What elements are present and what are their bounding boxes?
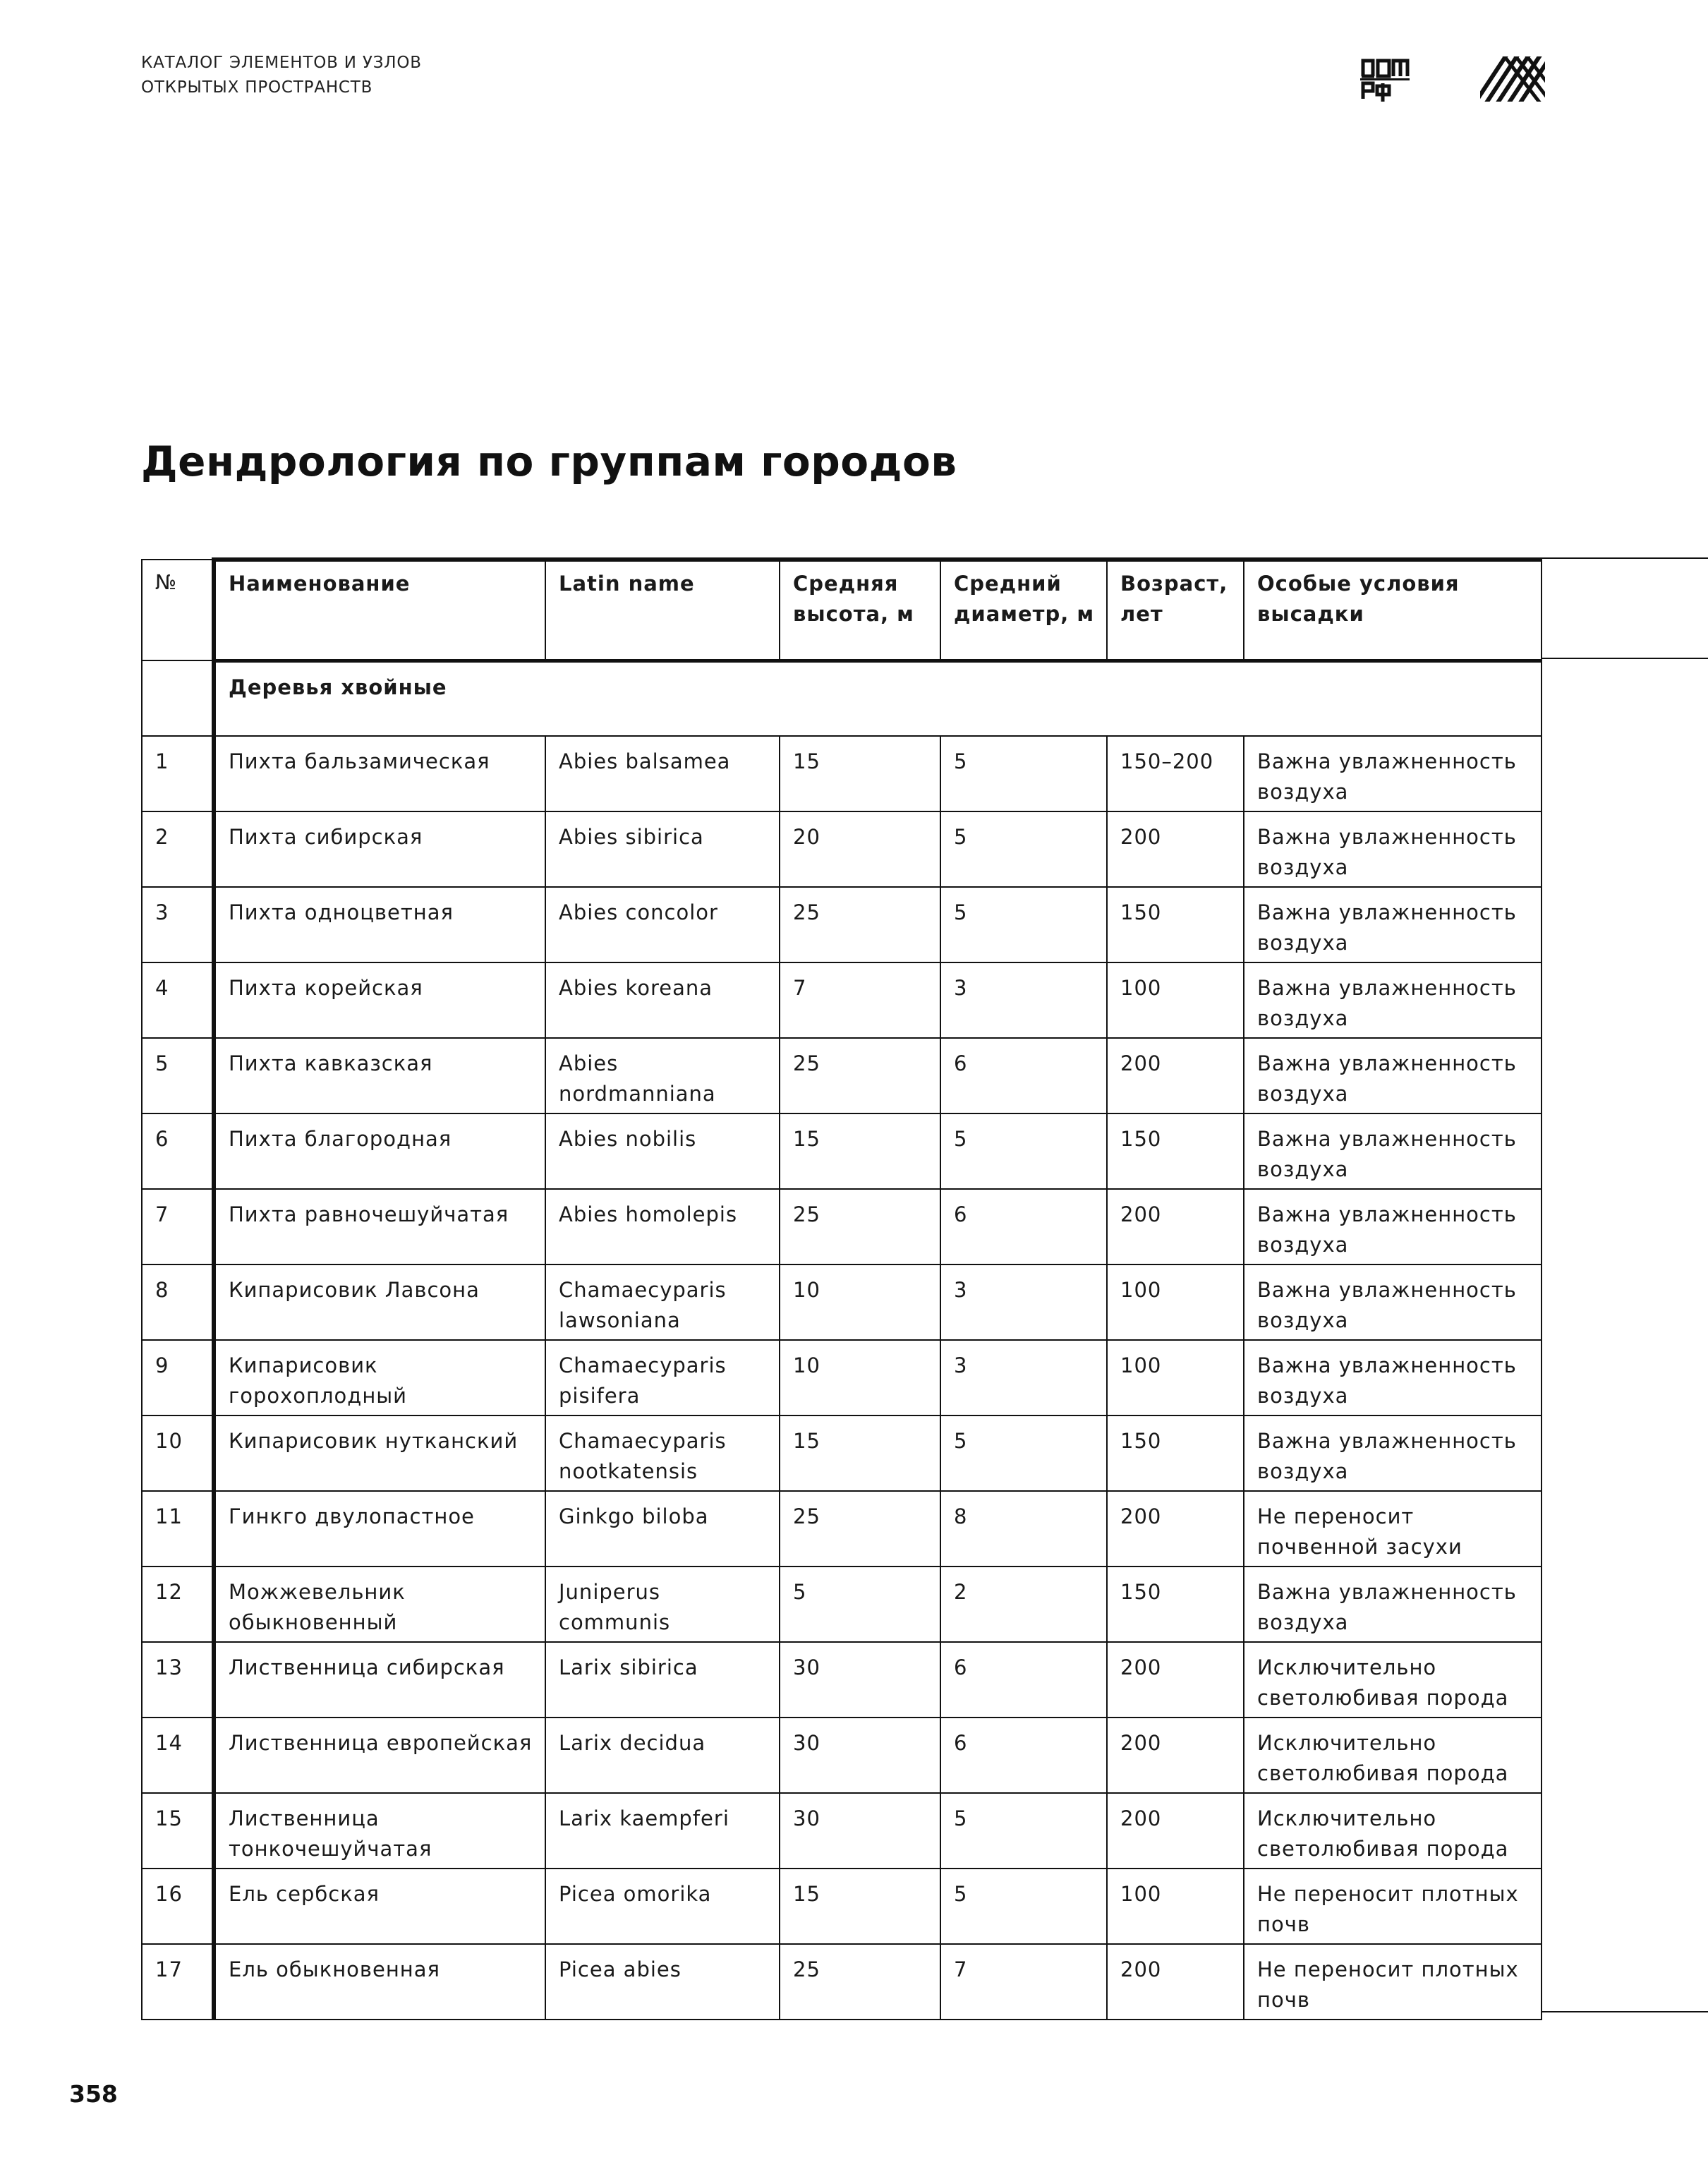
- cell-height: 25: [780, 887, 940, 962]
- cell-number: 13: [142, 1642, 214, 1718]
- cell-diameter: 5: [940, 887, 1107, 962]
- table-row: [142, 1793, 1542, 1869]
- table-row: [142, 887, 1542, 962]
- cell-conditions: Не переносит плотных почв: [1244, 1869, 1542, 1944]
- cell-latin-name: Abies koreana: [545, 962, 780, 1038]
- cell-diameter: 3: [940, 962, 1107, 1038]
- cell-conditions: Важна увлажненность воздуха: [1244, 962, 1542, 1038]
- running-head-line-2: ОТКРЫТЫХ ПРОСТРАНСТВ: [141, 78, 373, 97]
- cell-latin-name: Picea omorika: [545, 1869, 780, 1944]
- table-row: [142, 1113, 1542, 1189]
- cell-height: 7: [780, 962, 940, 1038]
- header-average-diameter: Средний диаметр, м: [940, 560, 1107, 660]
- table-extension-line: [1542, 2011, 1708, 2012]
- cell-number: 14: [142, 1718, 214, 1793]
- cell-conditions: Исключительно светолюбивая порода: [1244, 1793, 1542, 1869]
- cell-number: 4: [142, 962, 214, 1038]
- cell-height: 20: [780, 811, 940, 887]
- header-number: №: [142, 560, 214, 660]
- cell-age: 200: [1107, 1642, 1244, 1718]
- cell-number: 7: [142, 1189, 214, 1264]
- table-row: [142, 1038, 1542, 1113]
- cell-name: Пихта благородная: [214, 1113, 545, 1189]
- cell-conditions: Важна увлажненность воздуха: [1244, 887, 1542, 962]
- cell-age: 150: [1107, 1567, 1244, 1642]
- table-row: [142, 1491, 1542, 1567]
- cell-name: Лиственница сибирская: [214, 1642, 545, 1718]
- cell-diameter: 7: [940, 1944, 1107, 2020]
- cell-name: Кипарисовик нутканский: [214, 1416, 545, 1491]
- cell-latin-name: Abies nobilis: [545, 1113, 780, 1189]
- table-row: [142, 1189, 1542, 1264]
- page-title: Дендрология по группам городов: [141, 437, 957, 485]
- cell-age: 200: [1107, 1189, 1244, 1264]
- cell-name: Гинкго двулопастное: [214, 1491, 545, 1567]
- cell-diameter: 6: [940, 1038, 1107, 1113]
- cell-age: 150: [1107, 1416, 1244, 1491]
- cell-conditions: Важна увлажненность воздуха: [1244, 1567, 1542, 1642]
- cell-latin-name: Abies concolor: [545, 887, 780, 962]
- cell-latin-name: Abies homolepis: [545, 1189, 780, 1264]
- cell-latin-name: Larix kaempferi: [545, 1793, 780, 1869]
- cell-latin-name: Chamaecyparis nootkatensis: [545, 1416, 780, 1491]
- cell-age: 150: [1107, 887, 1244, 962]
- cell-latin-name: Chamaecyparis lawsoniana: [545, 1264, 780, 1340]
- cell-latin-name: Picea abies: [545, 1944, 780, 2020]
- cell-number: 17: [142, 1944, 214, 2020]
- group-label: Деревья хвойные: [214, 660, 1542, 736]
- cell-latin-name: Larix sibirica: [545, 1642, 780, 1718]
- cell-height: 30: [780, 1718, 940, 1793]
- cell-latin-name: Larix decidua: [545, 1718, 780, 1793]
- table-row: [142, 1416, 1542, 1491]
- cell-name: Кипарисовик горохоплодный: [214, 1340, 545, 1416]
- table-row: [142, 1264, 1542, 1340]
- dom-rf-logo-icon: [1360, 55, 1410, 104]
- cell-number: 11: [142, 1491, 214, 1567]
- cell-age: 100: [1107, 962, 1244, 1038]
- header-age: Возраст, лет: [1107, 560, 1244, 660]
- group-row: [142, 660, 1542, 736]
- cell-number: 16: [142, 1869, 214, 1944]
- table-row: [142, 1718, 1542, 1793]
- page-number: 358: [69, 2080, 118, 2108]
- cell-age: 100: [1107, 1869, 1244, 1944]
- cell-conditions: Важна увлажненность воздуха: [1244, 811, 1542, 887]
- table-row: [142, 1567, 1542, 1642]
- cell-diameter: 5: [940, 811, 1107, 887]
- cell-conditions: Важна увлажненность воздуха: [1244, 1416, 1542, 1491]
- table-row: [142, 962, 1542, 1038]
- cell-diameter: 3: [940, 1340, 1107, 1416]
- table-row: [142, 1340, 1542, 1416]
- cell-number: 6: [142, 1113, 214, 1189]
- cell-number: 15: [142, 1793, 214, 1869]
- table-row: [142, 811, 1542, 887]
- header-name: Наименование: [214, 560, 545, 660]
- cell-conditions: Важна увлажненность воздуха: [1244, 1264, 1542, 1340]
- dendrology-table: [141, 557, 1542, 2020]
- header-latin-name: Latin name: [545, 560, 780, 660]
- cell-conditions: Важна увлажненность воздуха: [1244, 1189, 1542, 1264]
- cell-diameter: 6: [940, 1642, 1107, 1718]
- cell-name: Пихта сибирская: [214, 811, 545, 887]
- cell-diameter: 5: [940, 1793, 1107, 1869]
- cell-conditions: Важна увлажненность воздуха: [1244, 1038, 1542, 1113]
- cell-conditions: Исключительно светолюбивая порода: [1244, 1642, 1542, 1718]
- group-row-number-cell: [142, 660, 214, 736]
- cell-latin-name: Abies sibirica: [545, 811, 780, 887]
- cell-number: 3: [142, 887, 214, 962]
- header-average-height: Средняя высота, м: [780, 560, 940, 660]
- cell-height: 15: [780, 736, 940, 811]
- cell-number: 9: [142, 1340, 214, 1416]
- running-head-line-1: КАТАЛОГ ЭЛЕМЕНТОВ И УЗЛОВ: [141, 54, 422, 72]
- cell-age: 100: [1107, 1264, 1244, 1340]
- cell-height: 30: [780, 1642, 940, 1718]
- cell-conditions: Исключительно светолюбивая порода: [1244, 1718, 1542, 1793]
- cell-conditions: Важна увлажненность воздуха: [1244, 736, 1542, 811]
- cell-height: 15: [780, 1869, 940, 1944]
- cell-latin-name: Ginkgo biloba: [545, 1491, 780, 1567]
- cell-name: Ель сербская: [214, 1869, 545, 1944]
- table-row: [142, 1869, 1542, 1944]
- cell-latin-name: Abies nordmanniana: [545, 1038, 780, 1113]
- cell-age: 200: [1107, 1491, 1244, 1567]
- cell-number: 2: [142, 811, 214, 887]
- cell-name: Лиственница тонкочешуйчатая: [214, 1793, 545, 1869]
- cell-number: 8: [142, 1264, 214, 1340]
- cell-age: 200: [1107, 1038, 1244, 1113]
- table-row: [142, 736, 1542, 811]
- cell-conditions: Важна увлажненность воздуха: [1244, 1113, 1542, 1189]
- cell-latin-name: Abies balsamea: [545, 736, 780, 811]
- cell-height: 25: [780, 1038, 940, 1113]
- cell-age: 200: [1107, 1944, 1244, 2020]
- cell-diameter: 5: [940, 1113, 1107, 1189]
- cell-age: 100: [1107, 1340, 1244, 1416]
- cell-diameter: 2: [940, 1567, 1107, 1642]
- cell-diameter: 5: [940, 1869, 1107, 1944]
- cell-diameter: 5: [940, 1416, 1107, 1491]
- header-planting-conditions: Особые условия высадки: [1244, 560, 1542, 660]
- cell-name: Ель обыкновенная: [214, 1944, 545, 2020]
- cell-diameter: 3: [940, 1264, 1107, 1340]
- cell-name: Пихта одноцветная: [214, 887, 545, 962]
- table-row: [142, 1642, 1542, 1718]
- cell-name: Кипарисовик Лавсона: [214, 1264, 545, 1340]
- cell-height: 15: [780, 1113, 940, 1189]
- table-extension-line: [1542, 557, 1708, 559]
- cell-conditions: Важна увлажненность воздуха: [1244, 1340, 1542, 1416]
- cell-number: 1: [142, 736, 214, 811]
- cell-diameter: 6: [940, 1718, 1107, 1793]
- table-header-row: [142, 560, 1542, 660]
- cell-latin-name: Chamaecyparis pisifera: [545, 1340, 780, 1416]
- running-head: [141, 51, 422, 100]
- cell-height: 5: [780, 1567, 940, 1642]
- cell-height: 10: [780, 1340, 940, 1416]
- cell-age: 150: [1107, 1113, 1244, 1189]
- cell-diameter: 8: [940, 1491, 1107, 1567]
- table-row: [142, 1944, 1542, 2020]
- table-extension-line: [1542, 658, 1708, 659]
- cell-height: 25: [780, 1944, 940, 2020]
- cell-name: Лиственница европейская: [214, 1718, 545, 1793]
- cell-number: 5: [142, 1038, 214, 1113]
- cell-name: Пихта корейская: [214, 962, 545, 1038]
- hatch-pattern-logo-icon: [1480, 56, 1545, 102]
- cell-age: 150–200: [1107, 736, 1244, 811]
- cell-height: 25: [780, 1491, 940, 1567]
- cell-age: 200: [1107, 1793, 1244, 1869]
- cell-height: 25: [780, 1189, 940, 1264]
- cell-conditions: Не переносит почвенной засухи: [1244, 1491, 1542, 1567]
- cell-number: 10: [142, 1416, 214, 1491]
- cell-name: Пихта кавказская: [214, 1038, 545, 1113]
- cell-name: Пихта равночешуйчатая: [214, 1189, 545, 1264]
- cell-diameter: 6: [940, 1189, 1107, 1264]
- cell-name: Можжевельник обыкновенный: [214, 1567, 545, 1642]
- cell-age: 200: [1107, 811, 1244, 887]
- cell-height: 30: [780, 1793, 940, 1869]
- cell-age: 200: [1107, 1718, 1244, 1793]
- cell-name: Пихта бальзамическая: [214, 736, 545, 811]
- cell-number: 12: [142, 1567, 214, 1642]
- cell-diameter: 5: [940, 736, 1107, 811]
- cell-latin-name: Juniperus communis: [545, 1567, 780, 1642]
- cell-height: 10: [780, 1264, 940, 1340]
- cell-conditions: Не переносит плотных почв: [1244, 1944, 1542, 2020]
- cell-height: 15: [780, 1416, 940, 1491]
